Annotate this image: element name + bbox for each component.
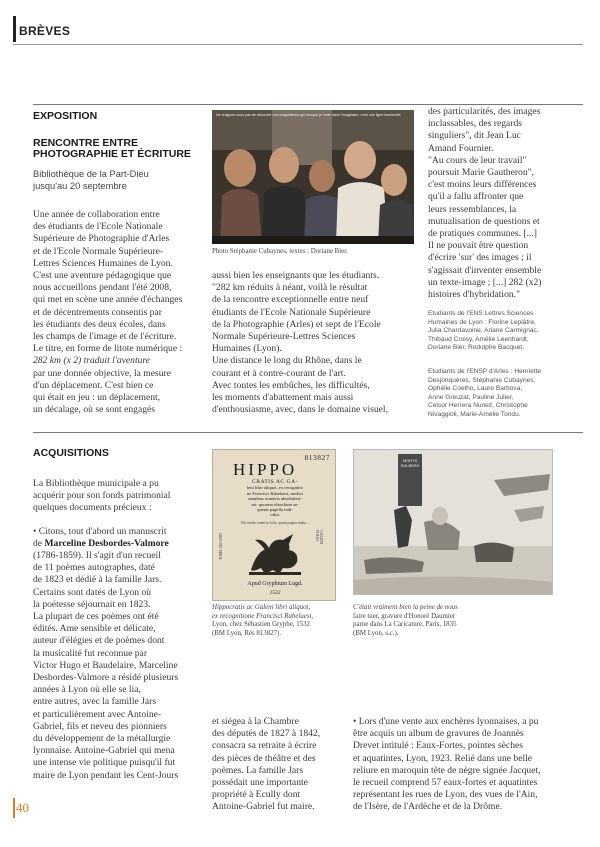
text-line: des particularités, des images <box>428 106 541 117</box>
text-line: auteur d'élégies et de poèmes dont <box>33 635 165 647</box>
text-line: le recueil comprend 57 eaux-fortes et aquatintes <box>353 777 538 789</box>
book-line: leni libri aliquot, ex recognitio <box>246 485 303 491</box>
text-line: leurs ressemblances, la <box>428 203 517 215</box>
text-line: représentant les rues de Lyon, des vues de l'Ain, <box>353 789 538 801</box>
print-caption <box>353 604 553 638</box>
text-line: entre autres, avec la famille Jars <box>33 696 157 708</box>
text-line: possédait une importante <box>212 777 308 789</box>
text-line <box>33 538 211 550</box>
text-line: être acquis un album de gravures de Joannès <box>353 728 524 740</box>
text-line: de 11 poèmes autographes, daté <box>33 562 155 574</box>
text-line: poursuit Marie Gautheron", <box>428 167 534 179</box>
text-line: une intense vie politique puisqu'il fut <box>33 757 176 769</box>
book-title-lines <box>225 480 325 518</box>
text-line: édités. Ame sensible et délicate, <box>33 623 156 635</box>
book-year: 1532 <box>269 590 281 596</box>
text-line: des étudiants de l'Ecole Nationale <box>33 221 163 233</box>
text-line: c'est moins leurs différences <box>428 179 537 191</box>
text-line: et siégea à la Chambre <box>212 716 299 727</box>
text-line: poèmes. La famille Jars <box>212 764 304 776</box>
text-line: Antoine-Gabriel fut maire. <box>212 801 315 813</box>
photo-caption: Photo Stéphanie Cubaynes, textes : Doriane Bier. <box>212 248 348 255</box>
book-shelfmark: 813827 <box>304 453 330 462</box>
book-line: ne Francisci Rabelaesi, medici <box>246 490 304 496</box>
credit-line: Etudiants de l'ENSP d'Arles : Henriette <box>428 368 542 375</box>
text-line: Desbordes-Valmore a résidé plusieurs <box>33 672 179 684</box>
text-line: Gabriel, fils et neveu des pionniers <box>33 720 167 732</box>
exposition-venue-line1: Bibliothèque de la Part-Dieu <box>33 169 149 179</box>
text-line: années à Lyon où elle se lia, <box>33 684 141 696</box>
text-line: C'est une aventure pédagogique que <box>33 270 172 282</box>
book-title-big: HIPPO <box>233 460 298 479</box>
text-line: Supérieure de Photographie d'Arles <box>33 233 170 245</box>
text-line: Lettres Sciences Humaines de Lyon. <box>33 257 173 269</box>
text-line: Victor Hugo et Baudelaire, Marceline <box>33 659 178 671</box>
text-line: • Citons, tout d'abord un manuscrit <box>33 525 167 537</box>
text-line: inclassables, des regards <box>428 118 523 130</box>
text-line: propriété à Ecully dont <box>212 789 301 801</box>
text-line: Certains sont datés de Lyon où <box>33 586 152 598</box>
credit-line: Thibaud Croisy, Amélie Leenhardt, <box>428 335 529 343</box>
text-line: La plupart de ces poèmes ont été <box>33 611 159 623</box>
text-line: Normale Supérieure-Lettres Sciences <box>212 331 356 343</box>
text-line: "Au cours de leur travail" <box>428 154 527 166</box>
header-label: BRÈVES <box>19 24 71 38</box>
text-line: et particulièrement avec Antoine- <box>33 708 162 720</box>
text-line: de pratiques communes. [...] <box>428 228 537 240</box>
book-line: CRATIS AC GA- <box>252 479 298 485</box>
text-line: (1786-1859). Il s'agit d'un recueil <box>33 550 161 562</box>
acquisitions-top-rule <box>33 432 583 433</box>
text-line: Une année de collaboration entre <box>33 209 160 220</box>
book-side-left: TOME SECOND <box>219 533 223 560</box>
text-line: d'un déplacement. C'est bien ce <box>33 379 154 391</box>
text-line: la poétesse séjournait en 1823. <box>33 598 151 610</box>
text-fragment: de <box>33 537 45 549</box>
daumier-print-image <box>353 449 553 595</box>
text-line: les étudiants des deux écoles, dans <box>33 318 166 330</box>
text-line: et aquatintes, Lyon, 1923. Relié dans une belle <box>353 752 533 764</box>
exposition-top-rule <box>33 104 583 105</box>
caption-line: ex recognitione Francisci Rabelaesi, <box>212 612 314 620</box>
text-line: Le titre, en forme de litote numérique : <box>33 343 183 355</box>
book-side-right: GALENI FOLIO <box>315 530 323 545</box>
text-line: d'écrire 'sur' des images ; il <box>428 252 532 264</box>
acquisitions-col2 <box>212 716 348 814</box>
text-line: la musicalité fut reconnue par <box>33 647 148 659</box>
text-line: quelques documents précieux : <box>33 502 152 514</box>
text-line: 282 km (x 2) traduit l'aventure <box>33 355 151 367</box>
text-line: et de décentrements consentis par <box>33 306 162 318</box>
text-line: aussi bien les enseignants que les étudiants. <box>212 270 380 281</box>
exposition-section-label: EXPOSITION <box>33 110 98 122</box>
battle-scene-illustration <box>354 450 553 595</box>
author-name: Marceline Desbordes-Valmore <box>44 537 169 549</box>
book-footnote: Hic medio tumet in folio, quam pagina multo... <box>241 521 309 525</box>
page-number-bar <box>13 798 15 818</box>
text-line: Drevet intitulé : Eaux-Fortes, pointes sèches <box>353 740 523 752</box>
text-line: mutualisation de questions et <box>428 215 540 227</box>
text-line: "282 km réduits à néant, voilà le résultat <box>212 282 368 294</box>
text-line: étudiants de l'Ecole Nationale Supérieure <box>212 306 371 318</box>
text-line: • Lors d'une vente aux enchères lyonnaises, a pu <box>353 716 539 727</box>
credit-line: Nivaggioli, Marie-Amélie Tondu. <box>428 410 521 418</box>
book-caption <box>212 604 342 638</box>
book-printer: Apud Gryphium Lugd. <box>247 581 303 587</box>
text-line: Humaines (Lyon). <box>212 343 282 355</box>
header-rule <box>13 44 583 45</box>
exposition-col1 <box>33 209 211 416</box>
exposition-col3 <box>428 106 588 301</box>
text-line: qu'il a fallu affronter que <box>428 191 524 203</box>
text-line: consacra sa retraite à écrire <box>212 740 317 752</box>
credit-line: Desjonquères, Stéphanie Cubaynes, <box>428 376 536 384</box>
text-line: de la rencontre exceptionnelle entre neuf <box>212 294 369 306</box>
book-title-page-image <box>212 449 336 601</box>
acquisitions-col1 <box>33 478 211 782</box>
text-line: La Bibliothèque municipale a pu <box>33 478 159 489</box>
text-line: qui met en scène une année d'échanges <box>33 294 183 306</box>
text-line: Amand Fournier. <box>428 142 494 154</box>
credit-line: Celsor Herrera Nunez, Christophe <box>428 402 528 410</box>
text-line: qui était en jeu : un déplacement, <box>33 392 161 404</box>
caption-line: C'était vraiment bien la peine de nous <box>353 604 458 611</box>
text-line: et de l'Ecole Normale Supérieure- <box>33 245 164 257</box>
book-line: cabit. <box>269 512 281 518</box>
page-left-bar <box>13 16 16 42</box>
photo-overlay-text: Ne craignez-vous pas de découvrir une insignifiance qui lorsque je reste dans l'imaginaire, c'est une ligne inachevée <box>216 113 401 117</box>
exposition-title-line2: PHOTOGRAPHIE ET ÉCRITURE <box>33 148 191 160</box>
text-line: Il ne pouvait être question <box>428 240 529 252</box>
exposition-col2 <box>212 270 420 416</box>
text-line: lyonnaise. Antoine-Gabriel qui mena <box>33 745 175 757</box>
book-line: quenti pagella indi- <box>257 507 293 513</box>
credit-line: Humaines de Lyon : Florine Leplâtre, <box>428 318 536 326</box>
credit-line: Anne Greuzat, Pauline Julier, <box>428 393 514 401</box>
text-line: singuliers", dit Jean Luc <box>428 130 521 142</box>
credit-line: Doriane Bier, Rodolphe Bacquet. <box>428 344 525 352</box>
text-line: maire de Lyon pendant les Cent-Jours <box>33 769 179 781</box>
caption-line: (BM Lyon, s.c.). <box>353 629 399 637</box>
crowd-photo-illustration <box>212 110 414 244</box>
text-line: des députés de 1827 à 1842, <box>212 728 321 740</box>
text-line: du développement de la métallurgie <box>33 733 171 745</box>
text-line: d'enthousiasme, avec, dans le domaine visuel, <box>212 404 388 416</box>
caption-line: faire tuer, gravure d'Honoré Daumier <box>353 612 456 620</box>
text-line: Avec toutes les embûches, les difficultés, <box>212 379 370 391</box>
credit-line: Etudiants de l'ENS Lettres Sciences <box>428 310 534 317</box>
text-line: nous accueillons pendant l'été 2008, <box>33 282 172 294</box>
credit-line: Julia Chardavoine, Ariane Carmignac, <box>428 327 539 335</box>
acquisitions-section-label: ACQUISITIONS <box>33 447 109 459</box>
text-line: courant et à contre-courant de l'art. <box>212 367 346 379</box>
exposition-title-line1: RENCONTRE ENTRE <box>33 137 139 149</box>
caption-line: (BM Lyon, Rés 813827). <box>212 629 282 637</box>
text-line: par une donnée objective, la mesure <box>33 367 171 379</box>
text-line: un décalage, où se sont engagés <box>33 404 156 416</box>
griffin-printer-mark-icon <box>243 530 307 578</box>
credits-ens <box>428 310 588 353</box>
page-number: 40 <box>16 800 29 815</box>
book-line: omnibus numeris absolutissi- <box>248 496 302 502</box>
print-sign: MONTS RALBERS <box>400 458 420 468</box>
text-line: les moments d'abattement mais aussi <box>212 392 354 404</box>
text-line: de la Photographie (Arles) et sept de l'Ecole <box>212 318 381 330</box>
text-line: un texte-image ; [...] 282 (x2) <box>428 276 542 288</box>
caption-line: Lyon, chez Sébastien Gryphe, 1532 <box>212 621 310 629</box>
text-line: de 1823 et dédié à la famille Jars. <box>33 574 162 586</box>
book-line: mi: quorum elenchum se- <box>251 501 299 507</box>
text-line: reliure en maroquin tête de nègre signée Jacquet, <box>353 764 541 776</box>
exposition-venue-line2: jusqu'au 20 septembre <box>33 181 127 191</box>
credits-ensp <box>428 368 588 420</box>
text-line: s'agissait d'inventer ensemble <box>428 264 542 276</box>
caption-line: parue dans La Caricature, Paris, 1835 <box>353 621 457 629</box>
exposition-photo <box>212 110 414 244</box>
text-line: Une distance le long du Rhône, dans le <box>212 355 362 367</box>
text-line: de l'Isère, de l'Ardèche et de la Drôme. <box>353 801 503 813</box>
credit-line: Ophélie Coelho, Laure Barbosa, <box>428 385 523 393</box>
acquisitions-col3 <box>353 716 588 814</box>
caption-line: Hippocratis ac Galeni libri aliquot, <box>212 604 311 611</box>
text-line: des pièces de théâtre et des <box>212 752 316 764</box>
text-line: histoires d'hybridation." <box>428 289 520 301</box>
text-line: les champs de l'image et de l'écriture. <box>33 331 177 343</box>
text-line: acquérir pour son fonds patrimonial <box>33 490 171 502</box>
